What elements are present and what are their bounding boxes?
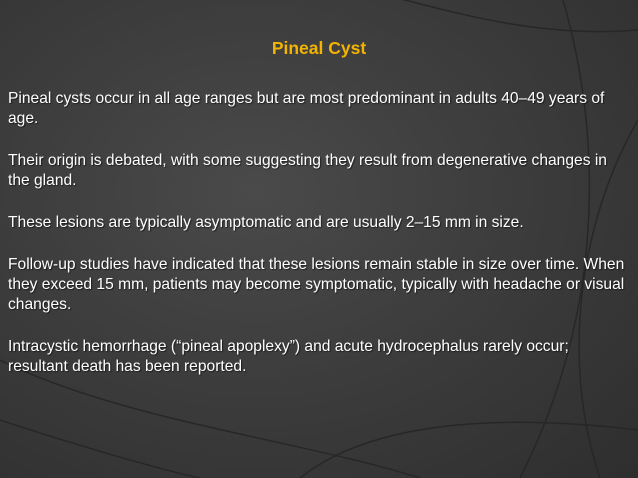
paragraph-origin: Their origin is debated, with some suggesting they result from degenerative changes in the gland. [8,152,607,189]
paragraph-follow-up: Follow-up studies have indicated that these lesions remain stable in size over time. When they exceed 15 mm, patients may become symptomatic, typically with headache or visual changes. [8,256,625,313]
paragraph-size: These lesions are typically asymptomatic and are usually 2–15 mm in size. [8,214,524,231]
slide-body [8,89,630,399]
deco-curve-5 [0,420,200,478]
paragraph-hemorrhage: Intracystic hemorrhage (“pineal apoplexy”) and acute hydrocephalus rarely occur; resultant death has been reported. [8,338,569,375]
slide-title: Pineal Cyst [271,38,367,58]
deco-curve-1 [360,0,638,32]
paragraph-age-range: Pineal cysts occur in all age ranges but are most predominant in adults 40–49 years of age. [8,90,605,127]
slide-title-container [0,38,638,59]
